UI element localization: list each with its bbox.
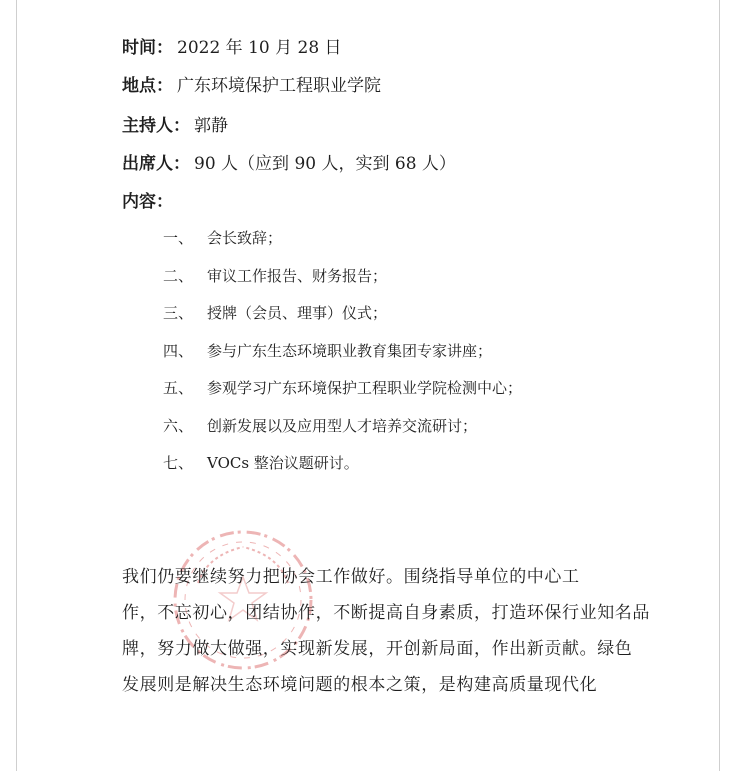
page-edge-left [16, 0, 17, 771]
agenda-item [163, 378, 522, 398]
page-edge-right [719, 0, 720, 771]
paragraph-line: 作，不忘初心，团结协作，不断提高自身素质，打造环保行业知名品 [122, 603, 650, 623]
agenda-item-number: 四、 [163, 342, 194, 360]
agenda-item-number: 六、 [163, 417, 194, 435]
agenda-item-number: 一、 [163, 229, 194, 247]
agenda-item-text: 会长致辞； [207, 229, 283, 247]
agenda-item-number: 三、 [163, 304, 194, 322]
place-value: 广东环境保护工程职业学院 [177, 76, 381, 96]
agenda-item-text: 创新发展以及应用型人才培养交流研讨； [207, 417, 478, 435]
agenda-item-text: VOCs 整治议题研讨。 [207, 454, 359, 472]
meeting-content [122, 191, 173, 213]
time-value: 2022 年 10 月 28 日 [177, 38, 342, 58]
agenda-item [163, 416, 477, 436]
agenda-item-text: 参观学习广东环境保护工程职业学院检测中心； [207, 379, 523, 397]
agenda-item [163, 228, 282, 248]
place-label: 地点： [122, 76, 173, 96]
host-value: 郭静 [194, 116, 228, 136]
agenda-item-text: 授牌（会员、理事）仪式； [207, 304, 388, 322]
agenda-item-number: 二、 [163, 267, 194, 285]
paragraph-line: 牌，努力做大做强，实现新发展，开创新局面，作出新贡献。绿色 [122, 639, 633, 659]
meeting-time [122, 37, 342, 59]
attendees-value: 90 人（应到 90 人，实到 68 人） [194, 154, 456, 174]
agenda-item-number: 五、 [163, 379, 194, 397]
attendees-label: 出席人： [122, 154, 190, 174]
agenda-item-text: 审议工作报告、财务报告； [207, 267, 388, 285]
agenda-item [163, 266, 387, 286]
content-label: 内容： [122, 192, 173, 212]
agenda-item-text: 参与广东生态环境职业教育集团专家讲座； [207, 342, 493, 360]
paragraph-line: 发展则是解决生态环境问题的根本之策，是构建高质量现代化 [122, 675, 598, 695]
agenda-item-number: 七、 [163, 454, 194, 472]
host-label: 主持人： [122, 116, 190, 136]
meeting-attendees [122, 153, 456, 175]
meeting-host [122, 115, 228, 137]
time-label: 时间： [122, 38, 173, 58]
agenda-item [163, 303, 387, 323]
paragraph-line: 我们仍要继续努力把协会工作做好。围绕指导单位的中心工 [122, 567, 580, 587]
agenda-item [163, 341, 492, 361]
meeting-place [122, 75, 381, 97]
agenda-item [163, 453, 359, 473]
